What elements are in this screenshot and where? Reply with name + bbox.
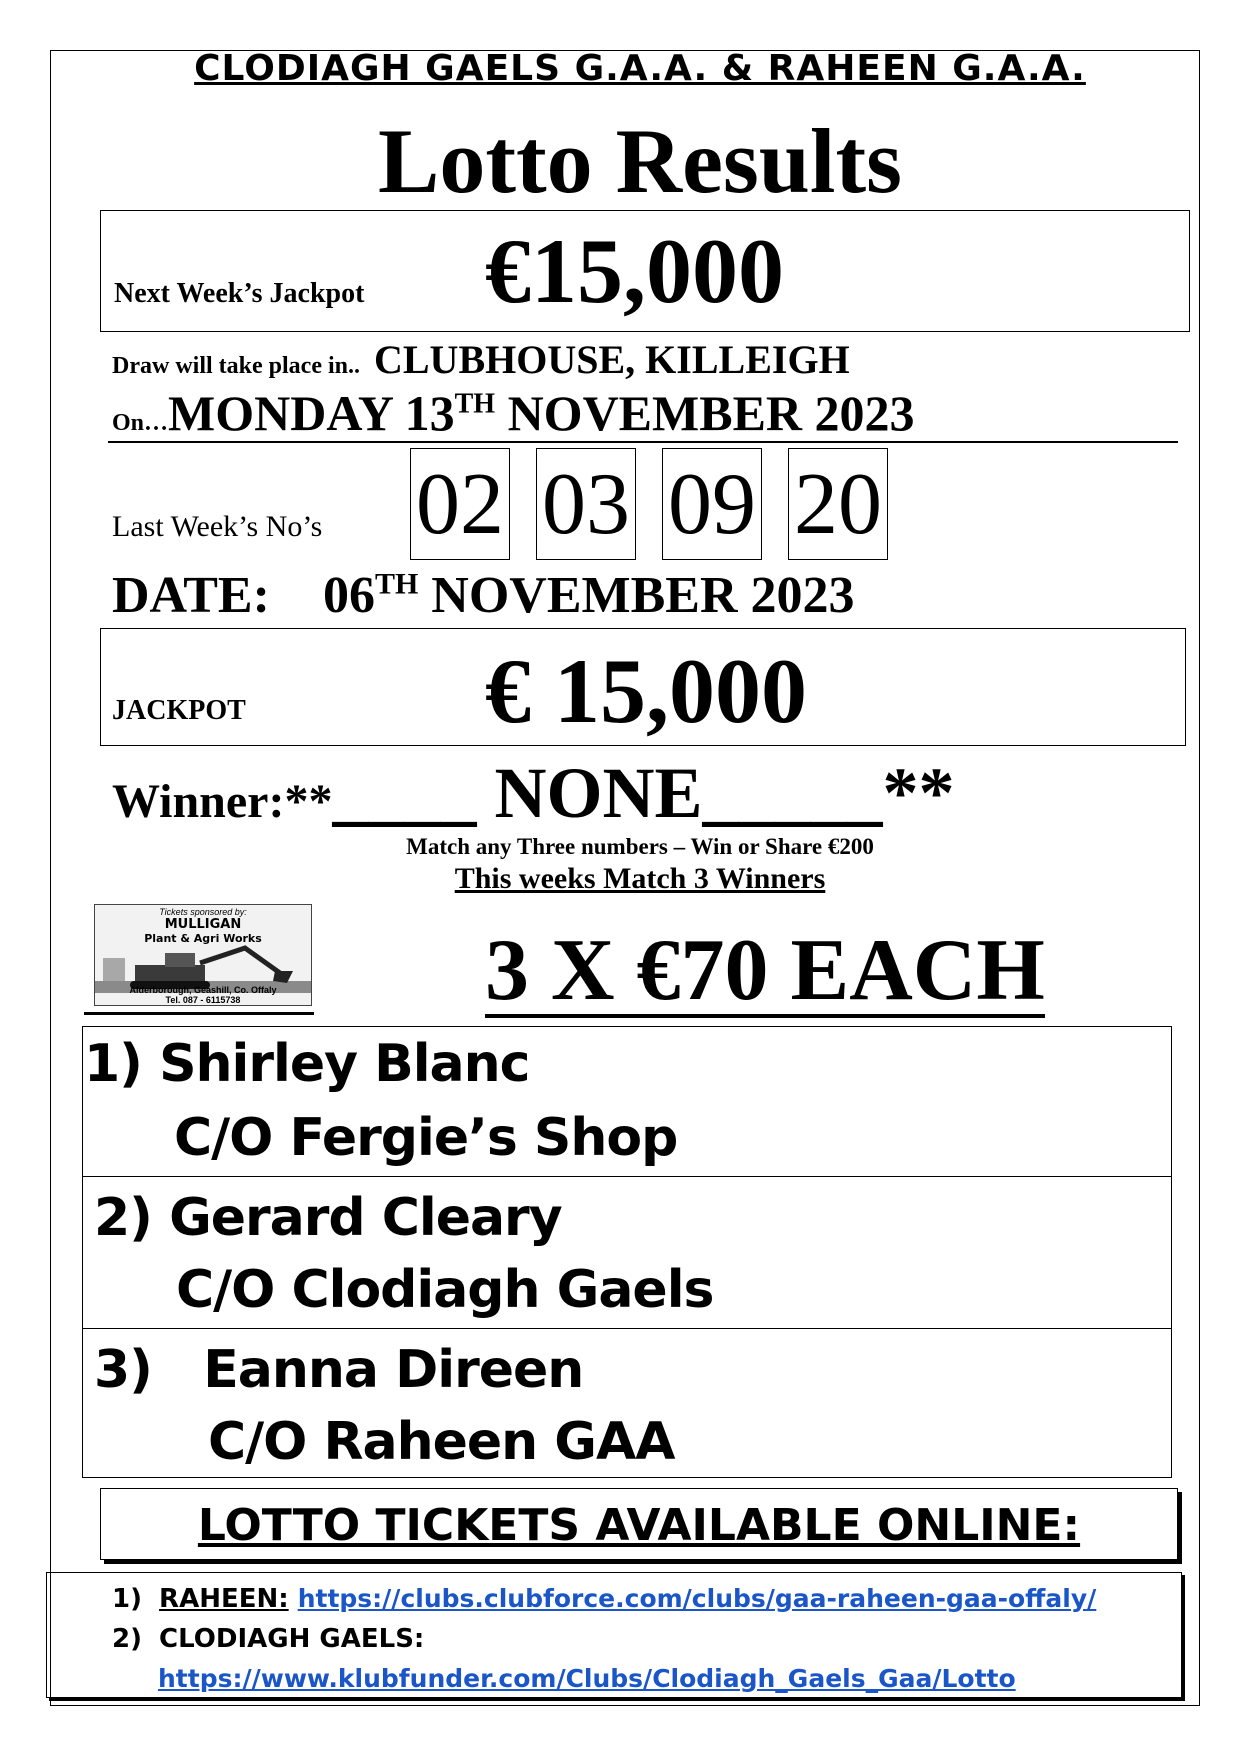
link-row-2-url bbox=[158, 1664, 1016, 1693]
date-label: DATE: bbox=[112, 567, 270, 624]
raheen-link[interactable]: https://clubs.clubforce.com/clubs/gaa-raheen-gaa-offaly/ bbox=[297, 1584, 1097, 1613]
link-2-label: CLODIAGH GAELS: bbox=[159, 1624, 425, 1654]
jackpot-amount: € 15,000 bbox=[485, 640, 807, 742]
draw-location: CLUBHOUSE, KILLEIGH bbox=[373, 337, 850, 382]
link-row-2 bbox=[112, 1624, 424, 1654]
clodiagh-gaels-link[interactable]: https://www.klubfunder.com/Clubs/Clodiagh_Gaels_Gaa/Lotto bbox=[158, 1664, 1016, 1693]
winner-3-co: C/O Raheen GAA bbox=[208, 1412, 675, 1472]
link-1-label: RAHEEN: bbox=[159, 1584, 289, 1614]
winner-line bbox=[112, 752, 954, 835]
clubs-heading: CLODIAGH GAELS G.A.A. & RAHEEN G.A.A. bbox=[194, 48, 1086, 89]
last-week-numbers-label: Last Week’s No’s bbox=[112, 510, 323, 543]
link-1-num: 1) bbox=[112, 1584, 142, 1614]
jackpot-label: JACKPOT bbox=[112, 695, 246, 726]
sponsor-address: Alderborough, Geashill, Co. Offaly bbox=[129, 985, 277, 995]
winner-value: ____ NONE_____** bbox=[332, 753, 955, 833]
last-draw-date: DATE: 06TH NOVEMBER 2023 bbox=[112, 567, 855, 624]
drawn-number-2: 03 bbox=[536, 448, 636, 560]
drawn-number-1: 02 bbox=[410, 448, 510, 560]
winner-1-name: 1) Shirley Blanc bbox=[84, 1034, 530, 1094]
draw-on-label: On… bbox=[112, 410, 169, 436]
drawn-number-3: 09 bbox=[662, 448, 762, 560]
sponsor-line1: Tickets sponsored by: bbox=[159, 907, 247, 917]
link-2-num: 2) bbox=[112, 1624, 142, 1654]
winners-divider-2 bbox=[82, 1328, 1172, 1329]
draw-location-line bbox=[112, 336, 850, 383]
winners-divider-1 bbox=[82, 1176, 1172, 1177]
next-jackpot-amount: €15,000 bbox=[485, 220, 784, 322]
sponsor-phone: Tel. 087 - 6115738 bbox=[165, 995, 241, 1005]
drawn-number-4: 20 bbox=[788, 448, 888, 560]
draw-date: MONDAY 13TH NOVEMBER 2023 bbox=[168, 385, 915, 441]
draw-date-line bbox=[112, 384, 915, 442]
winner-1-co: C/O Fergie’s Shop bbox=[174, 1108, 678, 1168]
page-title: Lotto Results bbox=[378, 110, 902, 212]
draw-location-label: Draw will take place in.. bbox=[112, 353, 360, 379]
link-row-1 bbox=[112, 1584, 1096, 1614]
winner-2-name: 2) Gerard Cleary bbox=[94, 1188, 562, 1248]
next-jackpot-label: Next Week’s Jackpot bbox=[114, 278, 365, 309]
winner-3-name: 3) Eanna Direen bbox=[94, 1340, 584, 1400]
online-heading: LOTTO TICKETS AVAILABLE ONLINE: bbox=[197, 1500, 1081, 1551]
match3-prize: 3 X €70 EACH bbox=[485, 922, 1045, 1019]
sponsor-tagline: Plant & Agri Works bbox=[144, 932, 262, 945]
match3-rule: Match any Three numbers – Win or Share €200 bbox=[406, 834, 874, 859]
sponsor-name: MULLIGAN bbox=[164, 917, 242, 932]
winner-label: Winner:** bbox=[112, 775, 333, 828]
winner-2-co: C/O Clodiagh Gaels bbox=[176, 1260, 714, 1320]
sponsor-ad bbox=[94, 904, 312, 1006]
match3-heading: This weeks Match 3 Winners bbox=[454, 862, 826, 895]
divider-line bbox=[108, 441, 1178, 443]
sponsor-underline bbox=[84, 1012, 314, 1015]
